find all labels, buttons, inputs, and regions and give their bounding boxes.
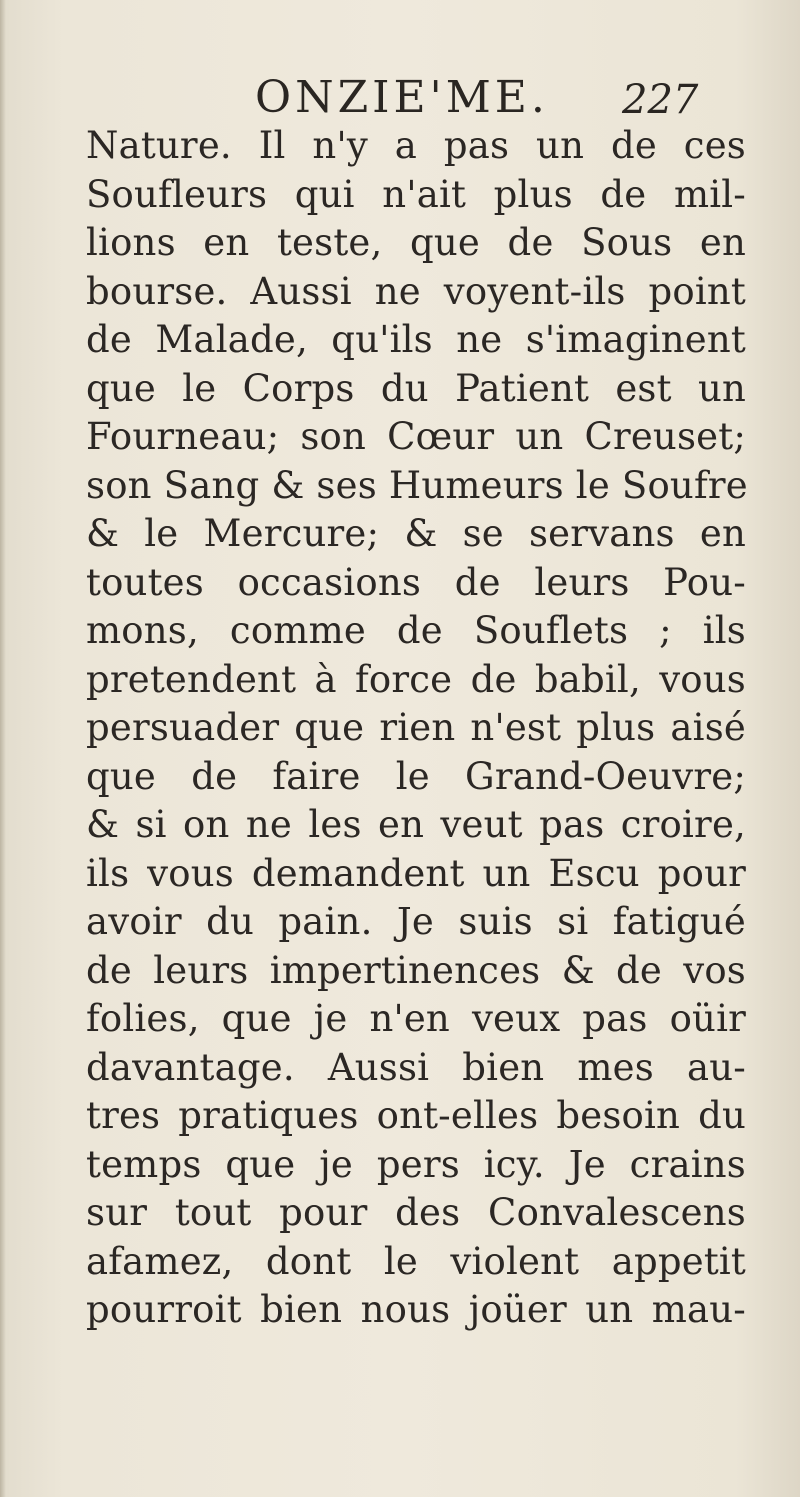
- body-text: [86, 122, 746, 1335]
- text-line: que le Corps du Patient est un: [86, 366, 746, 410]
- text-line: mons, comme de Souflets ; ils: [86, 609, 746, 652]
- text-line: ils vous demandent un Escu pour: [86, 851, 746, 895]
- text-line: sur tout pour des Convalescens: [86, 1191, 746, 1234]
- text-line: persuader que rien n'est plus aisé: [86, 706, 746, 749]
- text-line: lions en teste, que de Sous en: [86, 221, 746, 264]
- text-line: avoir du pain. Je suis si fatigué: [86, 900, 746, 943]
- text-line: tres pratiques ont-elles besoin du: [86, 1094, 746, 1137]
- text-line: pourroit bien nous joüer un mau-: [86, 1288, 746, 1331]
- text-line: & si on ne les en veut pas croire,: [86, 803, 746, 846]
- text-line: davantage. Aussi bien mes au-: [86, 1045, 746, 1089]
- text-line: afamez, dont le violent appetit: [86, 1239, 746, 1283]
- text-line: pretendent à force de babil, vous: [86, 657, 746, 701]
- running-title: ONZIE'ME.: [255, 72, 549, 123]
- text-line: Nature. Il n'y a pas un de ces: [86, 124, 746, 167]
- text-line: que de faire le Grand-Oeuvre;: [86, 754, 746, 798]
- page-edge-shadow: [0, 0, 6, 1497]
- running-head: [0, 68, 800, 128]
- text-line: folies, que je n'en veux pas oüir: [86, 997, 746, 1040]
- text-line: bourse. Aussi ne voyent-ils point: [86, 269, 746, 313]
- text-line: Fourneau; son Cœur un Creuset;: [86, 415, 746, 458]
- text-line: de leurs impertinences & de vos: [86, 948, 746, 992]
- text-line: & le Mercure; & se servans en: [86, 512, 746, 555]
- page-number: 227: [622, 77, 699, 123]
- text-line: temps que je pers icy. Je crains: [86, 1142, 746, 1186]
- text-line: toutes occasions de leurs Pou-: [86, 560, 746, 604]
- text-line: son Sang & ses Humeurs le Soufre: [86, 463, 748, 507]
- text-line: Soufleurs qui n'ait plus de mil-: [86, 172, 746, 216]
- text-line: de Malade, qu'ils ne s'imaginent: [86, 318, 746, 361]
